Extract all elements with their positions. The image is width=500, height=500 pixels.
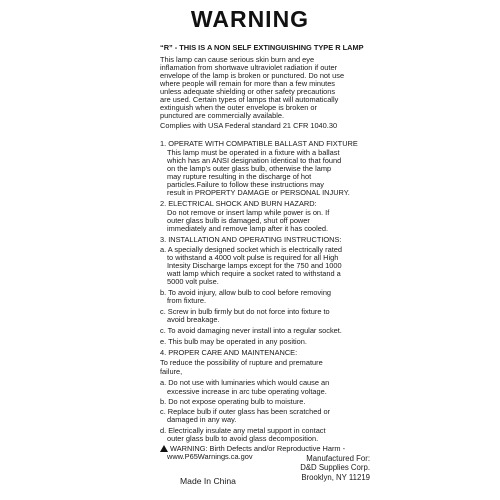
warning-line: envelope of the lamp is broken or punctured. Do not use [160,71,345,80]
warning-line: damaged in any way. [167,415,237,424]
warning-line: result in PROPERTY DAMAGE or PERSONAL INJURY. [167,188,350,197]
warning-line: “R” - THIS IS A NON SELF EXTINGUISHING TYPE R LAMP [160,43,364,52]
warning-line: a. A specially designed socket which is electrically rated [160,245,342,254]
warning-line-text: WARNING: Birth Defects and/or Reproductive Harm - [170,444,346,453]
warning-line: extinguish when the outer envelope is broken or [160,103,317,112]
warning-line: e. This bulb may be operated in any position. [160,337,307,346]
warning-line: immediately and remove lamp after it has cooled. [167,224,329,233]
warning-line: outer glass bulb is damaged, shut off power [167,216,310,225]
warning-line: which has an ANSI designation identical to that found [167,156,342,165]
warning-line: unless adequate shielding or other safety precautions [160,87,336,96]
warning-line: excessive increase in arc tube operating voltage. [167,387,327,396]
warning-line: 5000 volt pulse. [167,277,219,286]
warning-line: 1. OPERATE WITH COMPATIBLE BALLAST AND FIXTURE [160,139,358,148]
warning-line: on the lamp's outer glass bulb, otherwise the lamp [167,164,332,173]
manufactured-for-label: Manufactured For: [306,454,370,463]
warning-line: b. To avoid injury, allow bulb to cool before removing [160,288,332,297]
warning-line: where people will remain for more than a few minutes [160,79,335,88]
warning-line: c. Replace bulb if outer glass has been scratched or [160,407,331,416]
warning-line: failure, [160,367,183,376]
warning-line: www.P65Warnings.ca.gov [167,452,253,461]
warning-line: 4. PROPER CARE AND MAINTENANCE: [160,348,298,357]
warning-line: a. Do not use with luminaries which would cause an [160,378,330,387]
warning-line: are used. Certain types of lamps that will automatically [160,95,339,104]
warning-line: c. To avoid damaging never install into a regular socket. [160,326,342,335]
warning-line: b. Do not expose operating bulb to moisture. [160,397,306,406]
warning-triangle-icon [160,445,168,452]
manufacturer-name: D&D Supplies Corp. [300,463,370,473]
warning-line: This lamp must be operated in a fixture with a ballast [167,148,340,157]
warning-line: from fixture. [167,296,207,305]
warning-line: 2. ELECTRICAL SHOCK AND BURN HAZARD: [160,199,317,208]
manufacturer-city: Brooklyn, NY 11219 [301,472,370,482]
warning-line: may rupture resulting in the discharge of hot [167,172,312,181]
warning-line: outer glass bulb to avoid glass decomposition. [167,434,319,443]
made-in-label: Made In China [180,476,236,486]
warning-line: to withstand a 4000 volt pulse is required for all High [167,253,339,262]
warning-line: 3. INSTALLATION AND OPERATING INSTRUCTIONS: [160,235,342,244]
warning-line: watt lamp which require a socket rated to withstand a [167,269,341,278]
warning-line: To reduce the possibility of rupture and premature [160,358,323,367]
warning-line: Intesity Discharge lamps except for the 750 and 1000 [167,261,342,270]
warning-line: Do not remove or insert lamp while power is on. If [167,208,330,217]
warning-line: This lamp can cause serious skin burn and eye [160,55,315,64]
warning-line: inflamation from shortwave ultraviolet radiation if outer [160,63,338,72]
warning-line: avoid breakage. [167,315,220,324]
warning-line: particles.Failure to follow these instructions may [167,180,324,189]
warning-line: Complies with USA Federal standard 21 CFR 1040.30 [160,121,338,130]
warning-line: d. Electrically insulate any metal support in contact [160,426,326,435]
warning-line: c. Screw in bulb firmly but do not force into fixture to [160,307,330,316]
warning-line: punctured are commercially available. [160,111,285,120]
warning-title: WARNING [190,6,310,32]
manufacturer-block [300,454,370,482]
